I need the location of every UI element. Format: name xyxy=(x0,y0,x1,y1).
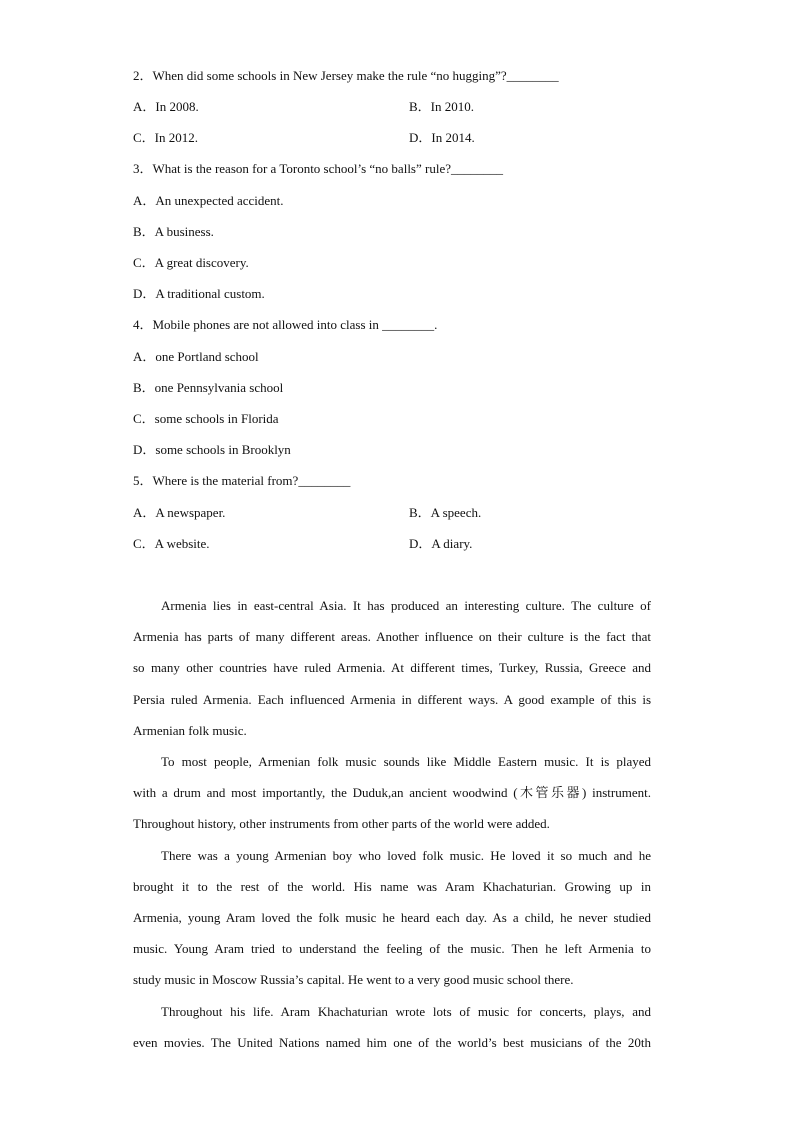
passage-p3-line: There was a young Armenian boy who loved folk music. He loved it so much and he xyxy=(161,848,651,863)
passage-p2-line: with a drum and most importantly, the Duduk,an ancient woodwind (木管乐器) instrument. xyxy=(133,785,651,800)
passage-p2-line: To most people, Armenian folk music sounds like Middle Eastern music. It is played xyxy=(161,754,651,769)
question-3-stem: 3．What is the reason for a Toronto school’s “no balls” rule?________ xyxy=(133,161,503,176)
question-5-option-b: B．A speech. xyxy=(409,505,482,520)
question-2-option-d: D．In 2014. xyxy=(409,130,475,145)
question-4-option-c: C．some schools in Florida xyxy=(133,411,279,426)
passage-p3-line: study music in Moscow Russia’s capital. He went to a very good music school there. xyxy=(133,972,574,987)
passage-p4-line: even movies. The United Nations named him one of the world’s best musicians of the 20th xyxy=(133,1035,651,1050)
question-2-stem: 2．When did some schools in New Jersey make the rule “no hugging”?________ xyxy=(133,68,559,83)
question-4-stem: 4．Mobile phones are not allowed into class in ________. xyxy=(133,317,438,332)
passage-p2-line: Throughout history, other instruments from other parts of the world were added. xyxy=(133,816,550,831)
passage-p3-line: music. Young Aram tried to understand the feeling of the music. Then he left Armenia to xyxy=(133,941,651,956)
passage-p1-line: Armenia lies in east-central Asia. It has produced an interesting culture. The culture of xyxy=(161,598,651,613)
passage-p1-line: Armenian folk music. xyxy=(133,723,247,738)
question-2-option-b: B．In 2010. xyxy=(409,99,475,114)
question-3-option-c: C．A great discovery. xyxy=(133,255,249,270)
passage-p1-line: Persia ruled Armenia. Each influenced Armenia in different ways. A good example of this is xyxy=(133,692,651,707)
question-5-option-c: C．A website. xyxy=(133,536,210,551)
passage-p3-line: brought it to the rest of the world. His name was Aram Khachaturian. Growing up in xyxy=(133,879,651,894)
question-2-option-c: C．In 2012. xyxy=(133,130,199,145)
question-5-option-d: D．A diary. xyxy=(409,536,473,551)
question-4-option-a: A．one Portland school xyxy=(133,349,259,364)
question-3-option-d: D．A traditional custom. xyxy=(133,286,265,301)
question-2-option-a: A．In 2008. xyxy=(133,99,199,114)
question-4-option-b: B．one Pennsylvania school xyxy=(133,380,284,395)
passage-p3-line: Armenia, young Aram loved the folk music he heard each day. As a child, he never studied xyxy=(133,910,651,925)
question-3-option-a: A．An unexpected accident. xyxy=(133,193,284,208)
question-5-option-a: A．A newspaper. xyxy=(133,505,226,520)
passage-p1-line: so many other countries have ruled Armenia. At different times, Turkey, Russia, Greece and xyxy=(133,660,651,675)
question-3-option-b: B．A business. xyxy=(133,224,214,239)
question-4-option-d: D．some schools in Brooklyn xyxy=(133,442,291,457)
question-5-stem: 5．Where is the material from?________ xyxy=(133,473,351,488)
passage-p4-line: Throughout his life. Aram Khachaturian wrote lots of music for concerts, plays, and xyxy=(161,1004,651,1019)
passage-p1-line: Armenia has parts of many different areas. Another influence on their culture is the fact that xyxy=(133,629,651,644)
